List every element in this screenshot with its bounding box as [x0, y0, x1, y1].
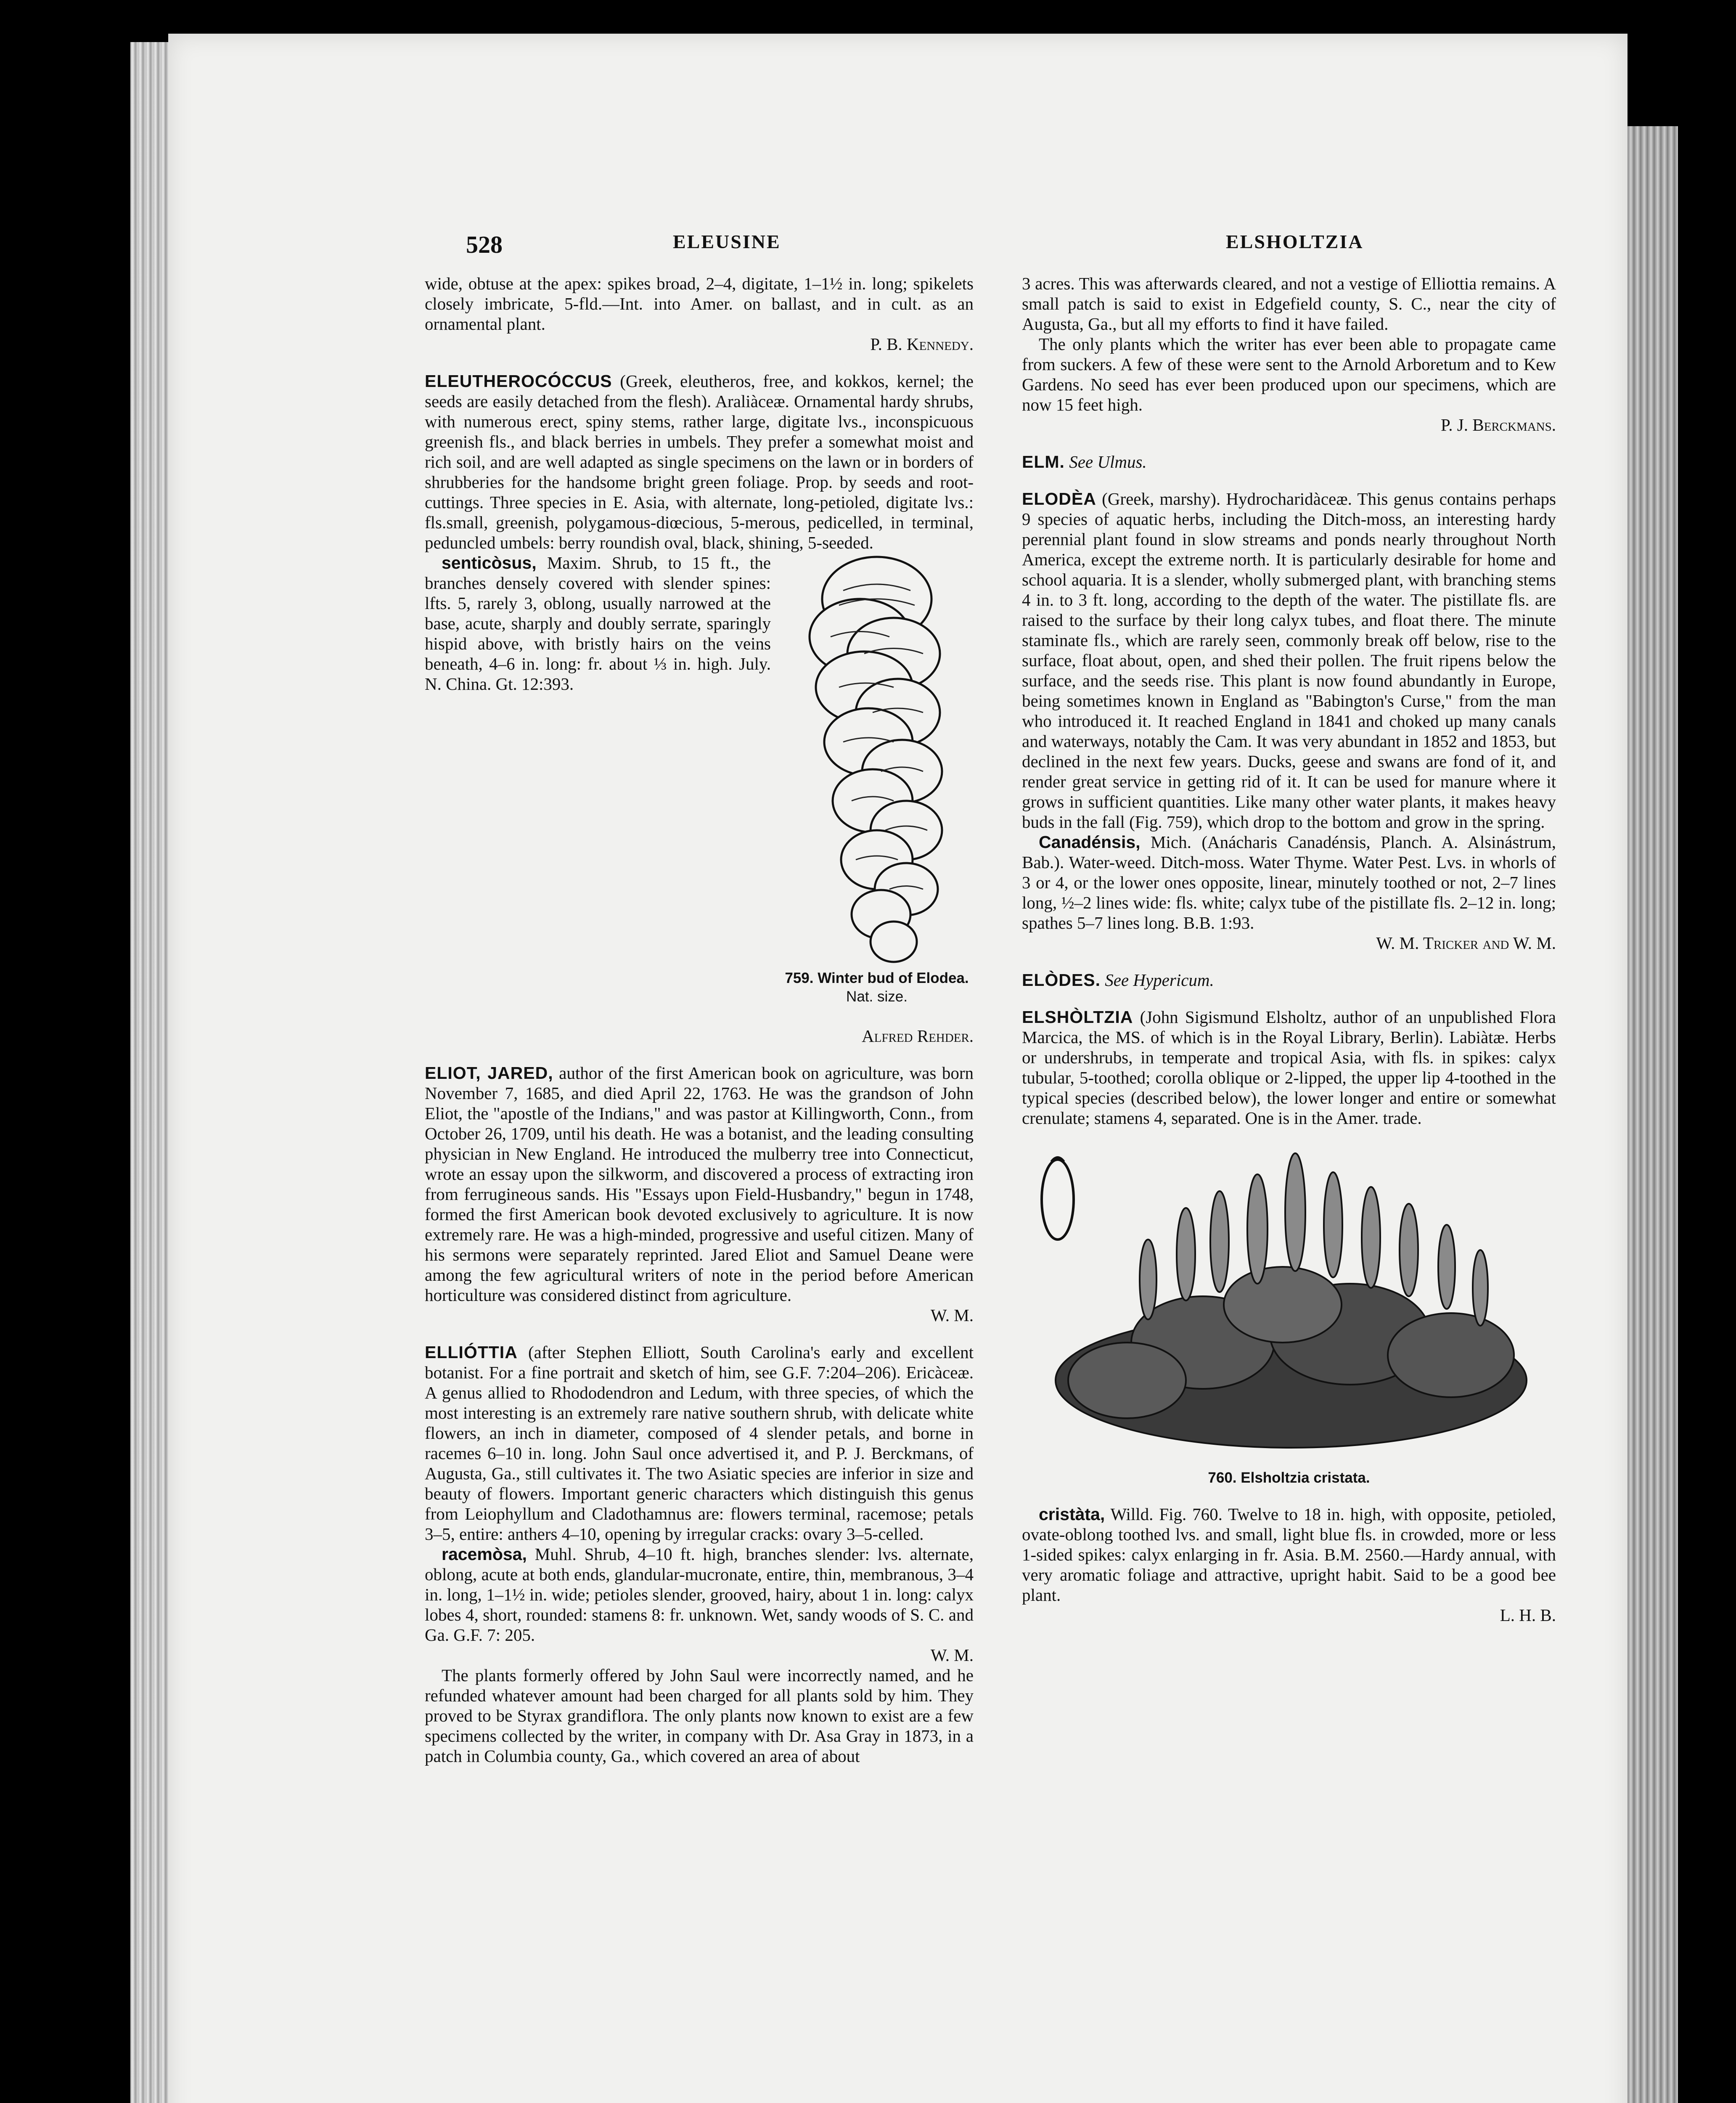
headword: ELIOT, JARED,: [425, 1063, 553, 1083]
elliottia-continued: 3 acres. This was afterwards cleared, and not a vestige of Elliottia remains. A small patch is said to exist in Edgefield county, S. C., near the city of Augusta, Ga., but all my efforts to find it have failed.: [1022, 274, 1556, 334]
book-right-edge: [1628, 126, 1678, 2103]
entry-text: Mich. (Anácharis Canadénsis, Planch. A. Alsinástrum, Bab.). Water-weed. Ditch-moss. Water Thyme. Water Pest. Lvs. in whorls of 3 or 4, or the lower ones opposite, linear, minutely toothed or not, 2–7 lines long, ½–2 lines wide: fls. white; calyx tube of the pistillate fls. 2–12 in. long; spathes 5–7 lines long. B.B. 1:93.: [1022, 832, 1556, 932]
figure-760-caption: 760. Elsholtzia cristata.: [1208, 1470, 1370, 1486]
headword: ELODÈA: [1022, 489, 1096, 509]
winter-bud-illustration: [780, 553, 974, 969]
eleusine-tail: wide, obtuse at the apex: spikes broad, 2–4, digitate, 1–1½ in. long; spikelets closely imbricate, 5-fld.—Int. into Amer. on ballast, and in cult. as an ornamental plant.: [425, 274, 974, 334]
running-head-right: ELSHOLTZIA: [1226, 231, 1364, 252]
running-head-left: ELEUSINE: [673, 231, 781, 252]
caption-bold: 759. Winter bud of Elodea.: [785, 970, 969, 986]
cristata-signature: L. H. B.: [1500, 1605, 1556, 1625]
racemosa-signature: W. M.: [930, 1645, 974, 1665]
entry-text: Maxim. Shrub, to 15 ft., the branches densely covered with slender spines: lfts. 5, rarely 3, oblong, usually narrowed at the base, acute, sharply and doubly serrate, sparingly hispid above, with bristly hairs on the veins beneath, 4–6 in. long: fr. about ⅓ in. high. July. N. China. Gt. 12:393.: [425, 553, 771, 694]
figure-759: [780, 553, 974, 1022]
species-name: Canadénsis,: [1039, 832, 1141, 852]
species-name: senticòsus,: [442, 553, 537, 572]
eleusine-signature: P. B. Kennedy.: [870, 334, 974, 354]
entry-racemosa: [425, 1544, 974, 1645]
headword: ELM.: [1022, 452, 1065, 471]
entry-elodea: [1022, 489, 1556, 832]
entry-eleutherococcus: [425, 371, 974, 553]
figure-759-caption: [780, 969, 974, 1006]
saul-paragraph: The plants formerly offered by John Saul were incorrectly named, and he refunded whatever amount had been charged for all plants sold by him. They proved to be Styrax grandiflora. The only plants now known to exist are a few specimens collected by the writer, in company with Dr. Asa Gray in 1873, in a patch in Columbia county, Ga., which covered an area of about: [425, 1666, 974, 1766]
seed-detail: [1042, 1157, 1074, 1240]
entry-eliot: [425, 1063, 974, 1305]
canadensis-signature: W. M. Tricker and W. M.: [1376, 933, 1556, 953]
entry-elodes: [1022, 970, 1556, 990]
berckmans-signature: P. J. Berckmans.: [1441, 415, 1556, 434]
senticosus-signature: Alfred Rehder.: [862, 1026, 974, 1046]
entry-elm: [1022, 452, 1556, 472]
entry-elsholtzia: [1022, 1007, 1556, 1128]
page-number: 528: [466, 231, 503, 258]
entry-text: See Hypericum.: [1105, 970, 1214, 990]
species-name: cristàta,: [1039, 1504, 1105, 1524]
headword: ELLIÓTTIA: [425, 1343, 518, 1362]
entry-cristata: [1022, 1504, 1556, 1605]
elsholtzia-illustration: [1022, 1145, 1556, 1465]
entry-text: Muhl. Shrub, 4–10 ft. high, branches slender: lvs. alternate, oblong, acute at both ends, glandular-mucronate, entire, thin, membranous, 3–4 in. long, 1–1½ in. wide; petioles slender, grooved, hairy, about 1 in. long: calyx lobes 4, short, rounded: stamens 8: fr. unknown. Wet, sandy woods of S. C. and Ga. G.F. 7: 205.: [425, 1544, 974, 1645]
entry-text: (after Stephen Elliott, South Carolina's early and excellent botanist. For a fine portrait and sketch of him, see G.F. 7:204–206). Ericàceæ. A genus allied to Rhododendron and Ledum, with three species, of which the most interesting is an extremely rare native southern shrub, with delicate white flowers, an inch in diameter, composed of 4 slender petals, and borne in racemes 6–10 in. long. John Saul once advertised it, and P. J. Berckmans, of Augusta, Ga., still cultivates it. The two Asiatic species are inferior in size and beauty of flowers. Important generic characters which distinguish this genus from Leiophyllum and Cladothamnus are: flowers terminal, racemose; petals 3–5, entire: anthers 4–10, opening by irregular cracks: ovary 3–5-celled.: [425, 1343, 974, 1544]
eliot-signature: W. M.: [930, 1306, 974, 1325]
entry-text: Willd. Fig. 760. Twelve to 18 in. high, with opposite, petioled, ovate-oblong toothed lvs. and small, light blue fls. in crowded, more or less 1-sided spikes: calyx enlarging in fr. Asia. B.M. 2560.—Hardy annual, with very aromatic foliage and attractive, upright habit. Said to be a good bee plant.: [1022, 1504, 1556, 1605]
entry-canadensis: [1022, 832, 1556, 933]
entry-text: (Greek, marshy). Hydrocharidàceæ. This genus contains perhaps 9 species of aquatic herbs, including the Ditch-moss, an interesting hardy perennial plant found in slow streams and ponds nearly throughout North America, except the extreme north. It is particularly desirable for home and school aquaria. It is a slender, wholly submerged plant, with branching stems 4 in. to 3 ft. long, according to the depth of the water. The pistillate fls. are raised to the surface by their long calyx tubes, and float there. The minute staminate fls., which are rarely seen, commonly break off below, rise to the surface, float about, open, and shed their pollen. The fruit ripens below the surface, and the seeds rise. This plant is now found abundantly in Europe, being sometimes known in England as "Babington's Curse," from the man who introduced it. It reached England in 1841 and choked up many canals and waterways, notably the Cam. It was very abundant in 1852 and 1853, but declined in the next few years. Ducks, geese and swans are fond of it, and render great service in getting rid of it. It can be used for manure where it grows in sufficient quantities. Like many other water plants, it makes heavy buds in the fall (Fig. 759), which drop to the bottom and grow in the spring.: [1022, 489, 1556, 832]
caption-rest: Nat. size.: [846, 988, 908, 1005]
elliottia-continued-2: The only plants which the writer has ever been able to propagate came from suckers. A few of these were sent to the Arnold Arboretum and to Kew Gardens. No seed has ever been produced upon our specimens, which are now 15 feet high.: [1022, 334, 1556, 414]
species-name: racemòsa,: [442, 1544, 527, 1564]
headword: ELÒDES.: [1022, 970, 1101, 990]
entry-text: author of the first American book on agriculture, was born November 7, 1685, and died April 22, 1763. He was the grandson of John Eliot, the "apostle of the Indians," and was pastor at Killingworth, Conn., from October 26, 1709, until his death. He was a botanist, and the leading consulting physician in New England. He introduced the mulberry tree into Connecticut, wrote an essay upon the silkworm, and discovered a process of extracting iron from ferrugineous sands. His "Essays upon Field-Husbandry," begun in 1748, formed the first American book devoted exclusively to agriculture. It is now extremely rare. He was a high-minded, progressive and useful citizen. Many of his sermons were separately reprinted. Jared Eliot and Samuel Deane were among the few agricultural writers of note in the period before American horticulture was considered distinct from agriculture.: [425, 1063, 974, 1305]
headword: ELSHÒLTZIA: [1022, 1007, 1133, 1027]
entry-text: See Ulmus.: [1069, 452, 1147, 471]
plant-foliage: [1056, 1267, 1527, 1448]
entry-text: (Greek, eleutheros, free, and kokkos, kernel; the seeds are easily detached from the flesh). Araliàceæ. Ornamental hardy shrubs, with numerous erect, spiny stems, rather large, digitate lvs., inconspicuous greenish fls., and black berries in umbels. They prefer a somewhat moist and rich soil, and are well adapted as single specimens on the lawn or in borders of shrubberies for the handsome bright green foliage. Prop. by seeds and root-cuttings. Three species in E. Asia, with alternate, long-petioled, digitate lvs.: fls.small, greenish, polygamous-diœcious, 5-merous, pedicelled, in terminal, peduncled umbels: berry roundish oval, black, shining, 5-seeded.: [425, 371, 974, 552]
right-column: [1022, 273, 1556, 1625]
entry-elliottia: [425, 1342, 974, 1544]
entry-text: (John Sigismund Elsholtz, author of an unpublished Flora Marcica, the MS. of which is in the Royal Library, Berlin). Labiàtæ. Herbs or undershrubs, in temperate and tropical Asia, with fls. in spikes: calyx tubular, 5-toothed; corolla oblique or 2-lipped, the upper lip 4-toothed in the typical species (described below), the lower longer and entire or somewhat crenulate; stamens 4, separated. One is in the Amer. trade.: [1022, 1007, 1556, 1128]
figure-760: [1022, 1145, 1556, 1487]
headword: ELEUTHEROCÓCCUS: [425, 371, 612, 391]
left-column: [425, 273, 974, 1766]
